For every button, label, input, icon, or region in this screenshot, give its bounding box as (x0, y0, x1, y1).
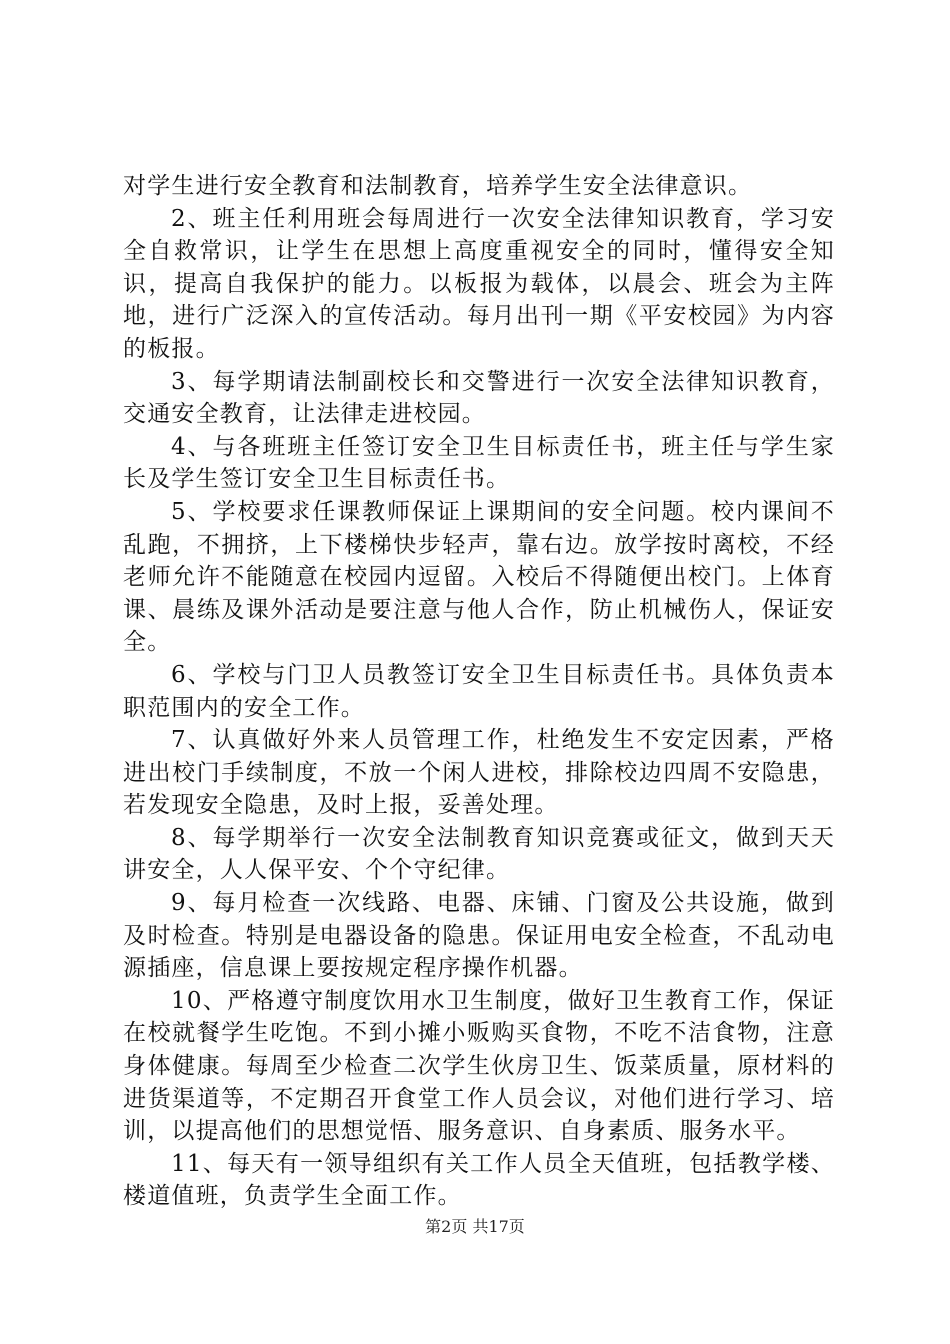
paragraph-item-2: 2、班主任利用班会每周进行一次安全法律知识教育，学习安全自救常识，让学生在思想上高度重视安全的同时，懂得安全知识，提高自我保护的能力。以板报为载体，以晨会、班会为主阵地，进行广泛深入的宣传活动。每月出刊一期《平安校园》为内容的板报。 (123, 205, 835, 362)
page-number-footer: 第2页 共17页 (425, 1217, 525, 1236)
paragraph-item-10: 10、严格遵守制度饮用水卫生制度，做好卫生教育工作，保证在校就餐学生吃饱。不到小摊小贩购买食物，不吃不洁食物，注意身体健康。每周至少检查二次学生伙房卫生、饭菜质量，原材料的进货渠道等，不定期召开食堂工作人员会议，对他们进行学习、培训，以提高他们的思想觉悟、服务意识、自身素质、服务水平。 (123, 987, 835, 1145)
paragraph-continuation: 对学生进行安全教育和法制教育，培养学生安全法律意识。 (123, 173, 753, 199)
paragraph-item-4: 4、与各班班主任签订安全卫生目标责任书，班主任与学生家长及学生签订安全卫生目标责任书。 (123, 433, 835, 493)
paragraph-item-3: 3、每学期请法制副校长和交警进行一次安全法律知识教育，交通安全教育，让法律走进校园。 (123, 368, 835, 428)
paragraph-item-5: 5、学校要求任课教师保证上课期间的安全问题。校内课间不乱跑，不拥挤，上下楼梯快步轻声，靠右边。放学按时离校，不经老师允许不能随意在校园内逗留。入校后不得随便出校门。上体育课、晨练及课外活动是要注意与他人合作，防止机械伤人，保证安全。 (123, 498, 835, 656)
document-body (123, 170, 835, 1213)
paragraph-item-6: 6、学校与门卫人员教签订安全卫生目标责任书。具体负责本职范围内的安全工作。 (123, 661, 835, 721)
paragraph-item-11: 11、每天有一领导组织有关工作人员全天值班，包括教学楼、楼道值班，负责学生全面工作。 (123, 1150, 835, 1210)
paragraph-item-7: 7、认真做好外来人员管理工作，杜绝发生不安定因素，严格进出校门手续制度，不放一个闲人进校，排除校边四周不安隐患，若发现安全隐患，及时上报，妥善处理。 (123, 727, 835, 819)
paragraph-item-9: 9、每月检查一次线路、电器、床铺、门窗及公共设施，做到及时检查。特别是电器设备的隐患。保证用电安全检查，不乱动电源插座，信息课上要按规定程序操作机器。 (123, 890, 835, 982)
paragraph-item-8: 8、每学期举行一次安全法制教育知识竞赛或征文，做到天天讲安全，人人保平安、个个守纪律。 (123, 824, 835, 884)
